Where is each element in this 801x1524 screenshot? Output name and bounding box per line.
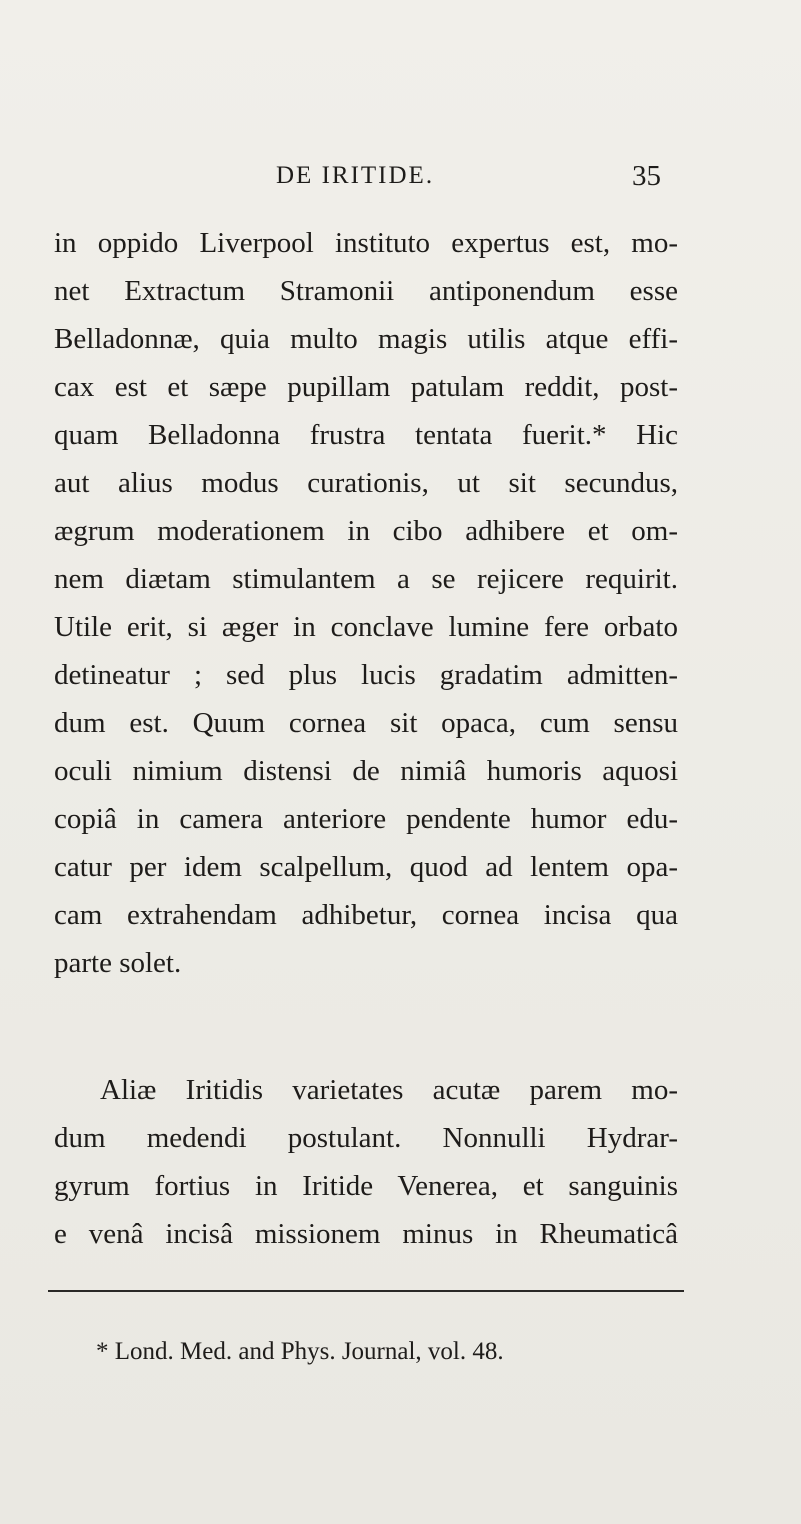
page-number: 35 xyxy=(632,160,661,192)
footnote: * Lond. Med. and Phys. Journal, vol. 48. xyxy=(96,1338,504,1365)
text-line: oculi nimium distensi de nimiâ humoris aquosi xyxy=(54,755,678,787)
text-line: dum medendi postulant. Nonnulli Hydrar- xyxy=(54,1122,678,1154)
text-line: copiâ in camera anteriore pendente humor edu- xyxy=(54,803,678,835)
paragraph-1 xyxy=(54,219,678,987)
paragraph-2 xyxy=(54,1066,678,1258)
text-line: catur per idem scalpellum, quod ad lentem opa- xyxy=(54,851,678,883)
text-line: cam extrahendam adhibetur, cornea incisa qua xyxy=(54,899,678,931)
text-line: in oppido Liverpool instituto expertus est, mo- xyxy=(54,227,678,259)
running-head xyxy=(0,158,801,198)
text-line: cax est et sæpe pupillam patulam reddit, post- xyxy=(54,371,678,403)
text-line: dum est. Quum cornea sit opaca, cum sensu xyxy=(54,707,678,739)
text-line: quam Belladonna frustra tentata fuerit.* Hic xyxy=(54,419,678,451)
running-title: DE IRITIDE. xyxy=(276,162,435,189)
text-line: detineatur ; sed plus lucis gradatim admitten- xyxy=(54,659,678,691)
text-line: nem diætam stimulantem a se rejicere requirit. xyxy=(54,563,678,595)
text-line: parte solet. xyxy=(54,947,182,979)
text-line: Utile erit, si æger in conclave lumine fere orbato xyxy=(54,611,678,643)
text-line: net Extractum Stramonii antiponendum esse xyxy=(54,275,678,307)
text-line: aut alius modus curationis, ut sit secundus, xyxy=(54,467,678,499)
text-line: gyrum fortius in Iritide Venerea, et sanguinis xyxy=(54,1170,678,1202)
text-line: Aliæ Iritidis varietates acutæ parem mo- xyxy=(100,1074,678,1106)
footnote-divider xyxy=(48,1290,684,1292)
text-line: e venâ incisâ missionem minus in Rheumaticâ xyxy=(54,1218,678,1250)
text-line: Belladonnæ, quia multo magis utilis atque effi- xyxy=(54,323,678,355)
text-line: ægrum moderationem in cibo adhibere et om- xyxy=(54,515,678,547)
